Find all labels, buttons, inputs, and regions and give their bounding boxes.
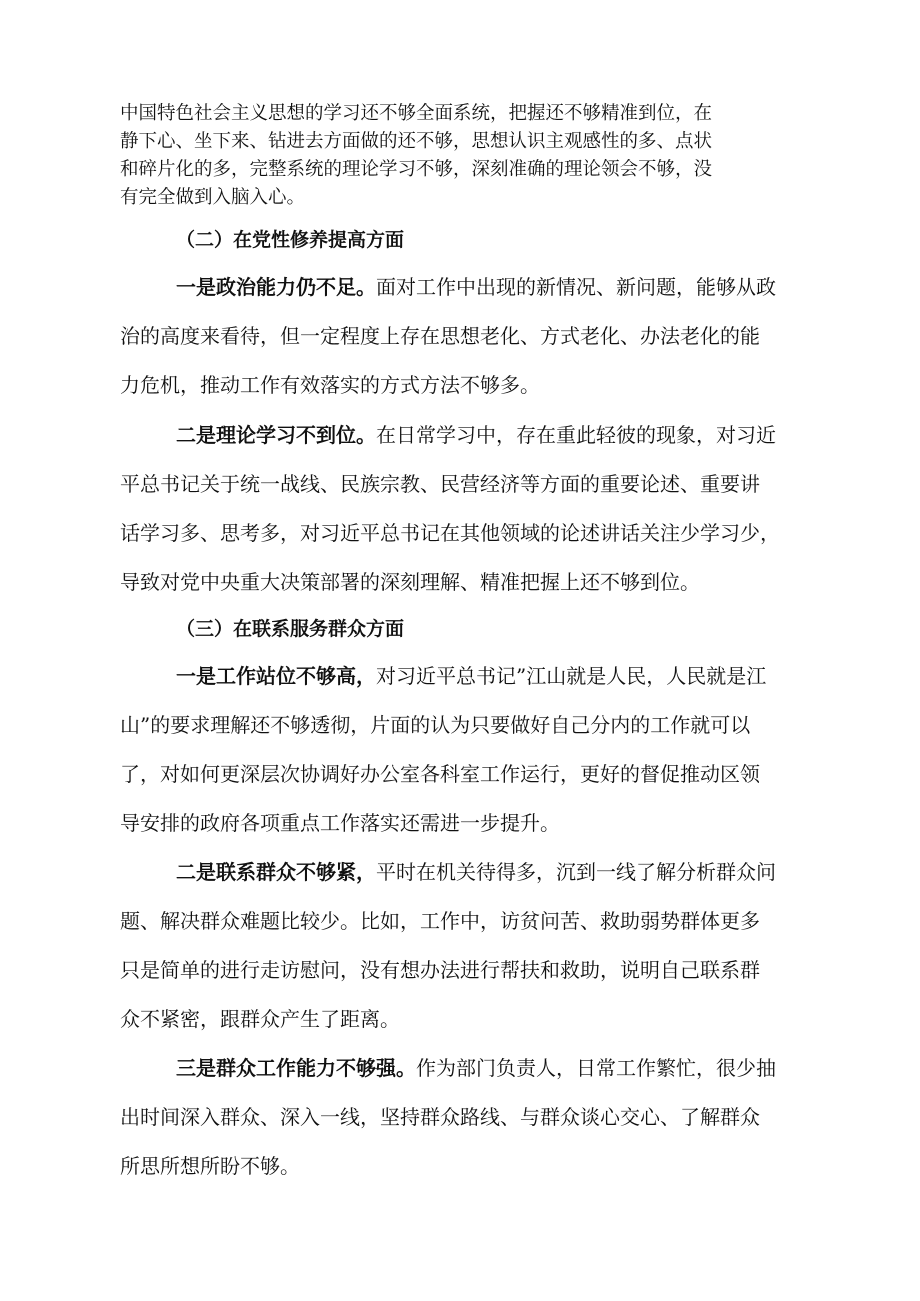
text-line: 静下心、坐下来、钻进去方面做的还不够，思想认识主观感性的多、点状 xyxy=(120,131,713,152)
text-line: 导安排的政府各项重点工作落实还需进一步提升。 xyxy=(120,811,560,835)
section-heading: （三）在联系服务群众方面 xyxy=(176,618,405,640)
text-line xyxy=(176,1056,776,1080)
paragraph-lead: 二是联系群众不够紧， xyxy=(176,860,376,884)
text-line xyxy=(176,423,776,447)
text-line: 话学习多、思考多，对习近平总书记在其他领域的论述讲话关注少学习少， xyxy=(120,521,780,545)
text-line: 所思所想所盼不够。 xyxy=(120,1154,300,1178)
text-line: 出时间深入群众、深入一线，坚持群众路线、与群众谈心交心、了解群众 xyxy=(120,1105,760,1129)
text-span: 作为部门负责人，日常工作繁忙，很少抽 xyxy=(416,1056,776,1080)
text-line: 山”的要求理解还不够透彻，片面的认为只要做好自己分内的工作就可以 xyxy=(120,713,751,737)
text-line: 了，对如何更深层次协调好办公室各科室工作运行，更好的督促推动区领 xyxy=(120,762,760,786)
paragraph-lead: 一是政治能力仍不足。 xyxy=(176,275,376,299)
text-span: 平时在机关待得多，沉到一线了解分析群众问 xyxy=(376,860,776,884)
text-line: 平总书记关于统一战线、民族宗教、民营经济等方面的重要论述、重要讲 xyxy=(120,472,760,496)
text-span: 面对工作中出现的新情况、新问题，能够从政 xyxy=(376,275,776,299)
text-line: 中国特色社会主义思想的学习还不够全面系统，把握还不够精准到位，在 xyxy=(120,103,713,124)
text-line xyxy=(176,860,776,884)
text-line xyxy=(176,275,776,299)
text-line: 有完全做到入脑入心。 xyxy=(120,187,306,208)
paragraph-lead: 二是理论学习不到位。 xyxy=(176,423,376,447)
text-line: 题、解决群众难题比较少。比如，工作中，访贫问苦、救助弱势群体更多 xyxy=(120,909,760,933)
text-line: 和碎片化的多，完整系统的理论学习不够，深刻准确的理论领会不够，没 xyxy=(120,159,713,180)
text-line xyxy=(176,664,766,688)
text-line: 治的高度来看待，但一定程度上存在思想老化、方式老化、办法老化的能 xyxy=(120,324,760,348)
text-line: 只是简单的进行走访慰问，没有想办法进行帮扶和救助，说明自己联系群 xyxy=(120,958,760,982)
text-line: 众不紧密，跟群众产生了距离。 xyxy=(120,1007,400,1031)
paragraph-lead: 三是群众工作能力不够强。 xyxy=(176,1056,416,1080)
text-line: 力危机，推动工作有效落实的方式方法不够多。 xyxy=(120,373,540,397)
paragraph-lead: 一是工作站位不够高， xyxy=(176,664,376,688)
text-span: 对习近平总书记”江山就是人民，人民就是江 xyxy=(376,664,767,688)
text-line: 导致对党中央重大决策部署的深刻理解、精准把握上还不够到位。 xyxy=(120,570,700,594)
text-span: 在日常学习中，存在重此轻彼的现象，对习近 xyxy=(376,423,776,447)
section-heading: （二）在党性修养提高方面 xyxy=(176,229,405,251)
